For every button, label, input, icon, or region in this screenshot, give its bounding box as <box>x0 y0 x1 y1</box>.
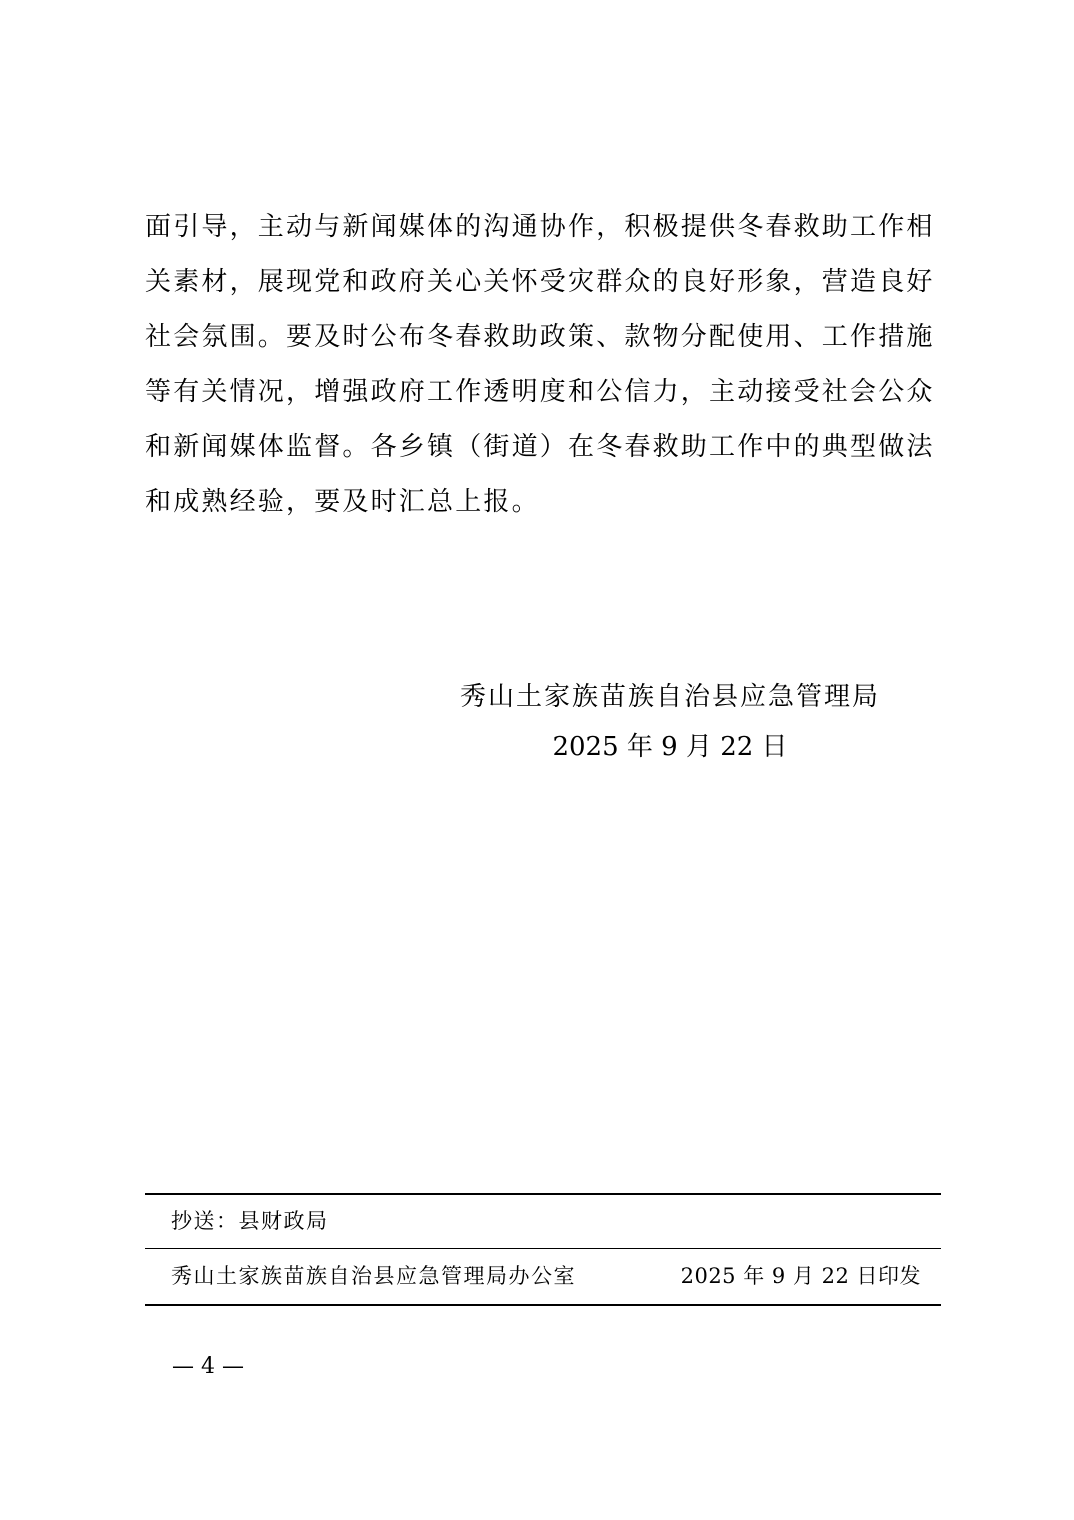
page-number: — 4 — <box>172 1354 244 1379</box>
body-line-3: 社会氛围。要及时公布冬春救助政策、款物分配使用、工作措施 <box>145 322 935 352</box>
issue-date: 2025 年 9 月 22 日 <box>552 732 788 762</box>
body-line-1: 面引导，主动与新闻媒体的沟通协作，积极提供冬春救助工作相 <box>145 212 935 242</box>
body-line-2: 关素材，展现党和政府关心关怀受灾群众的良好形象，营造良好 <box>145 267 935 297</box>
print-line <box>145 1249 941 1304</box>
body-line-4: 等有关情况，增强政府工作透明度和公信力，主动接受社会公众 <box>145 377 935 407</box>
body-line-6: 和成熟经验，要及时汇总上报。 <box>145 487 540 517</box>
distribution-footer <box>145 1193 941 1306</box>
signature-block <box>430 672 910 772</box>
body-line-5: 和新闻媒体监督。各乡镇（街道）在冬春救助工作中的典型做法 <box>145 432 935 462</box>
cc-line: 抄送：县财政局 <box>171 1208 329 1233</box>
printing-office: 秀山土家族苗族自治县应急管理局办公室 <box>171 1264 576 1288</box>
print-date: 2025 年 9 月 22 日印发 <box>680 1264 921 1288</box>
body-paragraph <box>145 200 945 530</box>
footer-bottom-rule <box>145 1304 941 1306</box>
issuing-organization: 秀山土家族苗族自治县应急管理局 <box>459 682 880 712</box>
